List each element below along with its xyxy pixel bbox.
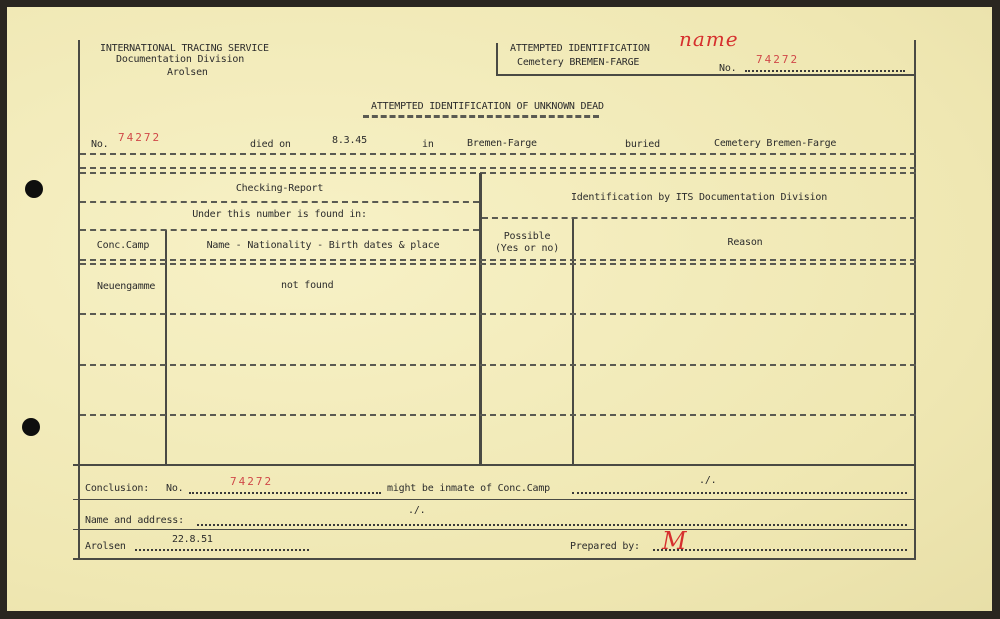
header-cemetery: Cemetery BREMEN-FARGE bbox=[517, 57, 640, 68]
checking-subtitle: Under this number is found in: bbox=[192, 209, 367, 220]
form-bottom-border bbox=[73, 558, 916, 560]
header-handwritten-annotation: name bbox=[679, 27, 739, 51]
table-top-border-1 bbox=[80, 167, 916, 169]
left-border bbox=[78, 40, 80, 558]
name-address-line bbox=[73, 529, 916, 530]
checking-subtitle-line bbox=[80, 229, 479, 231]
conclusion-no-label: No. bbox=[166, 483, 184, 494]
checking-title-line bbox=[80, 201, 479, 203]
table-row-line-2 bbox=[80, 364, 916, 366]
conclusion-no-dotline bbox=[189, 492, 381, 494]
table-row-line-1 bbox=[80, 313, 916, 315]
record-no-value: 74272 bbox=[118, 131, 162, 144]
identification-title: Identification by ITS Documentation Division bbox=[570, 192, 828, 203]
table-divider-possible bbox=[572, 218, 574, 465]
record-buried-value: Cemetery Bremen-Farge bbox=[714, 138, 837, 149]
right-border bbox=[914, 40, 916, 558]
name-address-label: Name and address: bbox=[85, 515, 184, 526]
conclusion-no-value: 74272 bbox=[230, 475, 274, 488]
conclusion-line bbox=[73, 499, 916, 500]
conclusion-camp-dotline bbox=[572, 492, 907, 494]
header-no-label: No. bbox=[719, 63, 737, 74]
arolsen-label: Arolsen bbox=[85, 541, 126, 552]
prepared-by-dotline bbox=[653, 549, 907, 551]
header-box-bottom bbox=[496, 74, 916, 76]
arolsen-date-value: 22.8.51 bbox=[172, 534, 213, 545]
column-header-possible-2: (Yes or no) bbox=[494, 243, 560, 254]
record-no-label: No. bbox=[91, 139, 109, 150]
header-org-name: INTERNATIONAL TRACING SERVICE bbox=[100, 43, 269, 54]
header-city: Arolsen bbox=[167, 67, 208, 78]
record-underline bbox=[80, 153, 916, 155]
record-in-label: in bbox=[422, 139, 434, 150]
record-place-value: Bremen-Farge bbox=[467, 138, 537, 149]
header-no-value: 74272 bbox=[756, 53, 800, 66]
conclusion-camp-value: ./. bbox=[699, 475, 717, 486]
conclusion-label: Conclusion: bbox=[85, 483, 150, 494]
table-row-line-3 bbox=[80, 414, 916, 416]
punch-hole-bottom bbox=[22, 418, 40, 436]
document-card bbox=[7, 7, 992, 611]
table-bottom-border bbox=[73, 464, 916, 466]
table-top-border-2 bbox=[80, 172, 916, 174]
record-died-label: died on bbox=[250, 139, 291, 150]
form-title: ATTEMPTED IDENTIFICATION OF UNKNOWN DEAD bbox=[371, 101, 604, 112]
header-box-left bbox=[496, 43, 498, 75]
identification-title-line bbox=[482, 217, 916, 219]
row-camp-value: Neuengamme bbox=[97, 281, 156, 292]
conclusion-might-be: might be inmate of Conc.Camp bbox=[387, 483, 550, 494]
name-address-value: ./. bbox=[408, 505, 426, 516]
name-address-dotline bbox=[197, 524, 907, 526]
prepared-by-label: Prepared by: bbox=[570, 541, 640, 552]
table-divider-camp bbox=[165, 230, 167, 465]
column-header-possible-1: Possible bbox=[503, 231, 551, 242]
table-header-bottom-2 bbox=[80, 263, 916, 265]
record-buried-label: buried bbox=[625, 139, 660, 150]
arolsen-dotline bbox=[135, 549, 309, 551]
checking-title: Checking-Report bbox=[235, 183, 324, 194]
column-header-camp: Conc.Camp bbox=[96, 240, 150, 251]
header-division: Documentation Division bbox=[116, 54, 245, 65]
record-died-value: 8.3.45 bbox=[332, 135, 367, 146]
row-name-value: not found bbox=[281, 280, 334, 291]
punch-hole-top bbox=[25, 180, 43, 198]
header-no-dotline bbox=[745, 70, 905, 72]
prepared-by-signature: M bbox=[662, 527, 687, 555]
header-attempted-title: ATTEMPTED IDENTIFICATION bbox=[510, 43, 650, 54]
column-header-reason: Reason bbox=[727, 237, 763, 248]
column-header-name: Name - Nationality - Birth dates & place bbox=[206, 240, 440, 251]
table-header-bottom-1 bbox=[80, 259, 916, 261]
form-title-underline bbox=[363, 115, 599, 118]
